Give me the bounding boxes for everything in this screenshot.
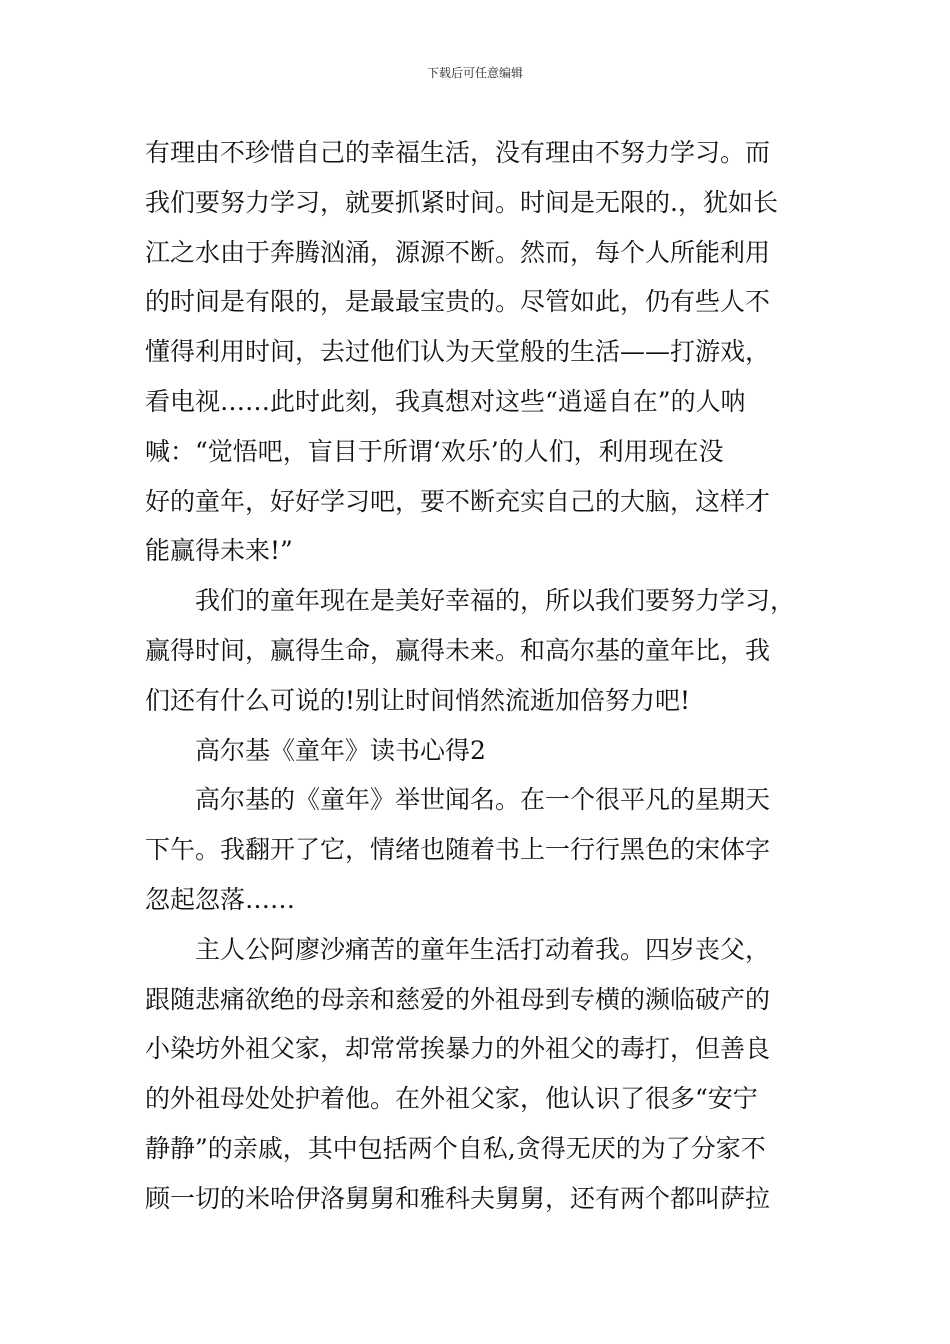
text-line: 江之水由于奔腾汹涌，源源不断。然而，每个人所能利用 (145, 237, 771, 267)
text-line: 看电视……此时此刻，我真想对这些“逍遥自在”的人呐 (145, 386, 746, 416)
text-line: 忽起忽落…… (145, 884, 296, 914)
text-line: 赢得时间，赢得生命，赢得未来。和高尔基的童年比，我 (145, 635, 771, 665)
text-line: 我们的童年现在是美好幸福的，所以我们要努力学习， (195, 586, 796, 616)
text-line: 静静”的亲戚，其中包括两个自私,贪得无厌的为了分家不 (145, 1133, 766, 1163)
text-line: 高尔基的《童年》举世闻名。在一个很平凡的星期天 (195, 785, 771, 815)
text-line: 跟随悲痛欲绝的母亲和慈爱的外祖母到专横的濒临破产的 (145, 984, 771, 1014)
text-line: 的外祖母处处护着他。在外祖父家，他认识了很多“安宁 (145, 1084, 758, 1114)
text-line: 我们要努力学习，就要抓紧时间。时间是无限的.，犹如长 (145, 187, 778, 217)
text-line: 顾一切的米哈伊洛舅舅和雅科夫舅舅，还有两个都叫萨拉 (145, 1183, 771, 1213)
text-line: 的时间是有限的，是最最宝贵的。尽管如此，仍有些人不 (145, 287, 771, 317)
page-header-note: 下载后可任意编辑 (426, 66, 523, 80)
text-line: 小染坊外祖父家，却常常挨暴力的外祖父的毒打，但善良 (145, 1034, 771, 1064)
text-line: 主人公阿廖沙痛苦的童年生活打动着我。四岁丧父， (195, 934, 771, 964)
text-line: 懂得利用时间，去过他们认为天堂般的生活——打游戏， (145, 337, 771, 367)
text-line: 们还有什么可说的!别让时间悄然流逝加倍努力吧! (145, 685, 691, 715)
text-line: 下午。我翻开了它，情绪也随着书上一行行黑色的宋体字 (145, 835, 771, 865)
text-line: 有理由不珍惜自己的幸福生活，没有理由不努力学习。而 (145, 138, 771, 167)
text-line: 喊：“觉悟吧，盲目于所谓‘欢乐’的人们，利用现在没 (145, 436, 724, 466)
text-line: 好的童年，好好学习吧，要不断充实自己的大脑，这样才 (145, 486, 771, 516)
text-line: 能赢得未来!” (145, 536, 293, 566)
body-text (145, 128, 820, 1224)
text-line: 高尔基《童年》读书心得2 (195, 735, 486, 765)
